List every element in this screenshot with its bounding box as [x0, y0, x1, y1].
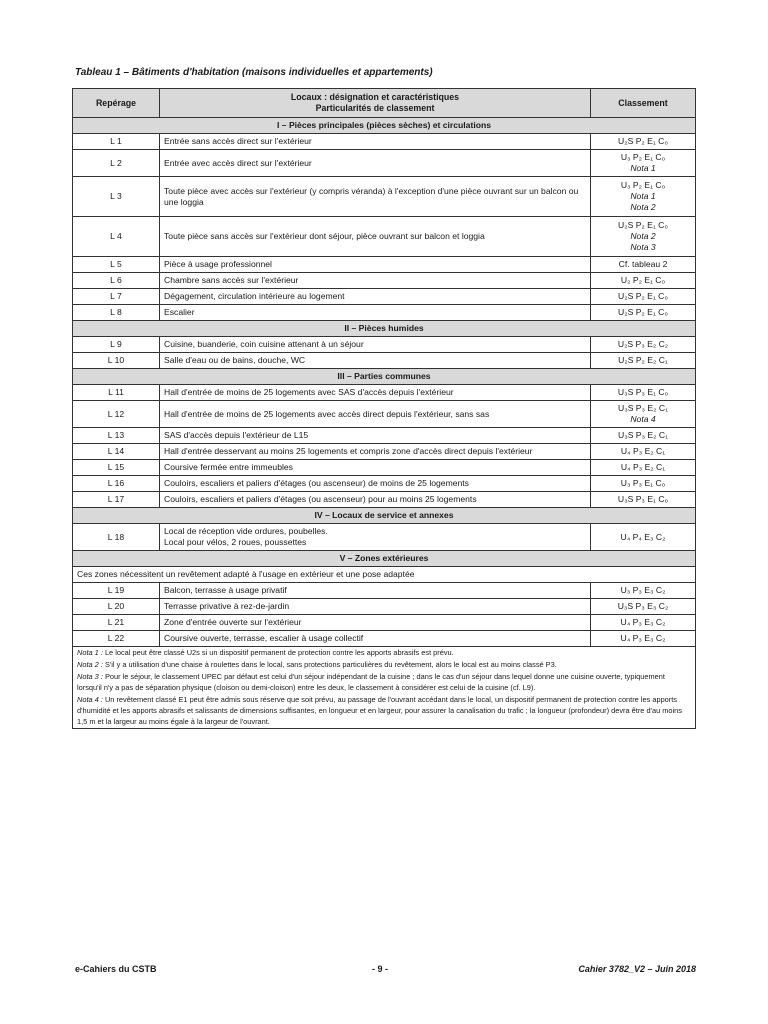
header-repérage: Repérage	[73, 89, 160, 118]
section-title: III – Parties communes	[73, 369, 696, 385]
row-upec-class: U₄ P₃ E₂ C₁	[620, 446, 666, 456]
row-classement	[591, 134, 696, 150]
table-row	[73, 599, 696, 615]
nota-label: Nota 3 :	[77, 672, 103, 681]
row-description	[160, 257, 591, 273]
row-ref: L 18	[73, 524, 160, 551]
row-classement	[591, 476, 696, 492]
section-title: II – Pièces humides	[73, 321, 696, 337]
row-nota-ref: Nota 4	[630, 414, 656, 424]
row-ref: L 5	[73, 257, 160, 273]
header-locaux	[160, 89, 591, 118]
nota-text: Un revêtement classé E1 peut être admis sous réserve que soit prévu, au passage de l'ouvrant accédant dans le local, un dispositif permanent de protection contre les apports d'humidité et les apports abrasifs et salissants de dimensions suffisantes, en longueur et en largeur, pour assurer la canalisation du trafic ; la longueur (profondeur) devra être d'au moins 1,5 m et la largeur au moins égale à la largeur de l'ouvrant.	[77, 695, 682, 726]
row-upec-class: U₂S P₂ E₁ C₀	[618, 220, 668, 230]
row-ref: L 7	[73, 289, 160, 305]
section-header-row	[73, 321, 696, 337]
section-title: I – Pièces principales (pièces sèches) et circulations	[73, 118, 696, 134]
row-description-line: Hall d'entrée de moins de 25 logements avec accès direct depuis l'extérieur, sans sas	[164, 408, 490, 419]
table-row	[73, 583, 696, 599]
row-upec-class: U₂ P₂ E₁ C₀	[620, 275, 666, 285]
row-ref: L 20	[73, 599, 160, 615]
row-classement	[591, 337, 696, 353]
row-classement	[591, 385, 696, 401]
row-description	[160, 492, 591, 508]
row-description	[160, 289, 591, 305]
table-row	[73, 444, 696, 460]
row-upec-class: U₂S P₂ E₁ C₀	[618, 291, 668, 301]
row-upec-class: U₄ P₃ E₃ C₂	[620, 633, 666, 643]
row-nota-ref: Nota 3	[630, 242, 656, 252]
nota-text: S'il y a utilisation d'une chaise à roulettes dans le local, sans protections particulières du revêtement, alors le local est au moins classé P3.	[102, 660, 557, 669]
row-ref: L 22	[73, 631, 160, 647]
table-row	[73, 428, 696, 444]
row-description-line: Coursive ouverte, terrasse, escalier à usage collectif	[164, 633, 364, 643]
row-description-line: Couloirs, escaliers et paliers d'étages (ou ascenseur) pour au moins 25 logements	[164, 494, 477, 504]
row-ref: L 1	[73, 134, 160, 150]
table-row	[73, 289, 696, 305]
row-upec-class: U₃ P₂ E₁ C₀	[620, 180, 666, 190]
row-description	[160, 177, 591, 217]
row-upec-class: Cf. tableau 2	[618, 259, 668, 269]
row-description-line: SAS d'accès depuis l'extérieur de L15	[164, 430, 309, 440]
row-upec-class: U₃S P₃ E₂ C₁	[617, 403, 668, 413]
row-description-line: Toute pièce sans accès sur l'extérieur dont séjour, pièce ouvrant sur balcon et loggia	[164, 231, 485, 241]
row-description	[160, 524, 591, 551]
row-description	[160, 599, 591, 615]
table-row	[73, 476, 696, 492]
table-row	[73, 492, 696, 508]
row-classement	[591, 150, 696, 177]
row-description-line: Couloirs, escaliers et paliers d'étages (ou ascenseur) de moins de 25 logements	[164, 478, 469, 488]
row-description	[160, 337, 591, 353]
header-locaux-line1: Locaux : désignation et caractéristiques	[290, 92, 460, 102]
row-ref: L 8	[73, 305, 160, 321]
row-description-line: Balcon, terrasse à usage privatif	[164, 585, 287, 595]
row-description-line: Local pour vélos, 2 roues, poussettes	[164, 537, 307, 547]
table-header-row	[73, 89, 696, 118]
section-header-row	[73, 508, 696, 524]
row-description-line: Entrée avec accès direct sur l'extérieur	[164, 157, 312, 168]
row-description-line: Escalier	[164, 307, 195, 317]
table-row	[73, 177, 696, 217]
row-classement	[591, 217, 696, 257]
row-nota-ref: Nota 2	[630, 202, 656, 212]
row-description	[160, 273, 591, 289]
row-upec-class: U₂S P₂ E₁ C₀	[618, 307, 668, 317]
section-intro: Ces zones nécessitent un revêtement adapté à l'usage en extérieur et une pose adaptée	[73, 567, 696, 583]
table-row	[73, 615, 696, 631]
row-description-line: Hall d'entrée desservant au moins 25 logements et compris zone d'accès direct depuis l'extérieur	[164, 446, 533, 456]
row-description	[160, 428, 591, 444]
nota-text: Pour le séjour, le classement UPEC par défaut est celui d'un séjour indépendant de la cuisine ; dans le cas d'un séjour dans lequel donne une cuisine ouverte, typiquement lorsqu'il n'y a pas de séparation physique (cloison ou demi-cloison) entre les deux, le classement à considérer est celui de la cuisine (cf. L9).	[77, 672, 665, 692]
row-description-line: Toute pièce avec accès sur l'extérieur (y compris véranda) à l'exception d'une pièce ouvrant sur un balcon ou une loggia	[164, 185, 579, 207]
row-classement	[591, 444, 696, 460]
row-ref: L 21	[73, 615, 160, 631]
row-description	[160, 583, 591, 599]
row-description	[160, 615, 591, 631]
row-ref: L 16	[73, 476, 160, 492]
row-classement	[591, 289, 696, 305]
row-ref: L 11	[73, 385, 160, 401]
table-row	[73, 460, 696, 476]
row-classement	[591, 492, 696, 508]
row-classement	[591, 305, 696, 321]
table-row	[73, 524, 696, 551]
row-description	[160, 150, 591, 177]
row-upec-class: U₃S P₃ E₃ C₂	[617, 601, 669, 611]
section-title: IV – Locaux de service et annexes	[73, 508, 696, 524]
row-description-line: Local de réception vide ordures, poubelles.	[164, 526, 328, 536]
row-upec-class: U₂S P₃ E₂ C₂	[617, 339, 669, 349]
row-ref: L 17	[73, 492, 160, 508]
row-description-line: Dégagement, circulation intérieure au logement	[164, 291, 345, 301]
notes-row	[73, 647, 696, 729]
row-ref: L 6	[73, 273, 160, 289]
row-description	[160, 134, 591, 150]
section-title: V – Zones extérieures	[73, 551, 696, 567]
table-row	[73, 257, 696, 273]
row-description	[160, 401, 591, 428]
row-classement	[591, 524, 696, 551]
row-description	[160, 460, 591, 476]
row-classement	[591, 615, 696, 631]
section-header-row	[73, 369, 696, 385]
row-description-line: Chambre sans accès sur l'extérieur	[164, 275, 299, 285]
row-description	[160, 353, 591, 369]
row-ref: L 19	[73, 583, 160, 599]
row-description	[160, 305, 591, 321]
header-locaux-line2: Particularités de classement	[315, 103, 435, 113]
row-nota-ref: Nota 2	[630, 231, 656, 241]
table-row	[73, 217, 696, 257]
row-upec-class: U₃S P₃ E₁ C₀	[617, 494, 669, 504]
row-description-line: Hall d'entrée de moins de 25 logements avec SAS d'accès depuis l'extérieur	[164, 387, 454, 397]
row-classement	[591, 599, 696, 615]
row-ref: L 15	[73, 460, 160, 476]
row-ref: L 12	[73, 401, 160, 428]
section-header-row	[73, 118, 696, 134]
row-description	[160, 444, 591, 460]
row-description-line: Terrasse privative à rez-de-jardin	[164, 601, 290, 611]
footer-cahier: Cahier 3782_V2 – Juin 2018	[578, 964, 696, 974]
row-upec-class: U₄ P₃ E₂ C₁	[620, 462, 666, 472]
table-row	[73, 631, 696, 647]
table-row	[73, 150, 696, 177]
row-ref: L 10	[73, 353, 160, 369]
row-classement	[591, 631, 696, 647]
nota-label: Nota 1 :	[77, 648, 103, 657]
notes-cell	[73, 647, 696, 729]
section-intro-row	[73, 567, 696, 583]
nota-paragraph	[77, 659, 691, 670]
row-description-line: Entrée sans accès direct sur l'extérieur	[164, 136, 312, 146]
row-upec-class: U₃ P₃ E₁ C₀	[620, 478, 666, 488]
table-body	[73, 118, 696, 729]
table-row	[73, 353, 696, 369]
row-description-line: Pièce à usage professionnel	[164, 259, 272, 269]
row-upec-class: U₄ P₃ E₃ C₂	[620, 617, 666, 627]
row-description	[160, 385, 591, 401]
nota-paragraph	[77, 671, 691, 693]
row-nota-ref: Nota 1	[630, 163, 656, 173]
row-classement	[591, 177, 696, 217]
row-upec-class: U₂S P₂ E₂ C₁	[618, 355, 668, 365]
nota-paragraph	[77, 647, 691, 658]
classification-table	[72, 88, 696, 729]
row-description-line: Cuisine, buanderie, coin cuisine attenant à un séjour	[164, 339, 364, 349]
row-description-line: Salle d'eau ou de bains, douche, WC	[164, 355, 306, 365]
row-classement	[591, 273, 696, 289]
row-ref: L 13	[73, 428, 160, 444]
row-upec-class: U₃S P₃ E₁ C₀	[617, 387, 669, 397]
row-upec-class: U₃ P₃ E₃ C₂	[620, 585, 666, 595]
table-row	[73, 401, 696, 428]
header-classement: Classement	[591, 89, 696, 118]
row-description	[160, 631, 591, 647]
row-classement	[591, 583, 696, 599]
row-classement	[591, 257, 696, 273]
row-description-line: Coursive fermée entre immeubles	[164, 462, 293, 472]
row-classement	[591, 353, 696, 369]
table-caption: Tableau 1 – Bâtiments d'habitation (maisons individuelles et appartements)	[75, 67, 433, 78]
row-description-line: Zone d'entrée ouverte sur l'extérieur	[164, 617, 302, 627]
row-ref: L 4	[73, 217, 160, 257]
row-ref: L 2	[73, 150, 160, 177]
row-upec-class: U₃S P₃ E₂ C₁	[617, 430, 668, 440]
row-upec-class: U₂S P₂ E₁ C₀	[618, 136, 668, 146]
table-row	[73, 385, 696, 401]
nota-paragraph	[77, 694, 691, 727]
footer-page-number: - 9 -	[372, 964, 389, 974]
row-upec-class: U₄ P₄ E₃ C₂	[620, 531, 666, 542]
row-upec-class: U₃ P₂ E₁ C₀	[620, 152, 666, 162]
row-classement	[591, 401, 696, 428]
table-row	[73, 337, 696, 353]
row-ref: L 3	[73, 177, 160, 217]
footer-publication: e-Cahiers du CSTB	[75, 964, 157, 974]
row-ref: L 9	[73, 337, 160, 353]
row-ref: L 14	[73, 444, 160, 460]
row-nota-ref: Nota 1	[630, 191, 656, 201]
nota-text: Le local peut être classé U2s si un dispositif permanent de protection contre les apports abrasifs est prévu.	[102, 648, 454, 657]
table-row	[73, 273, 696, 289]
nota-label: Nota 4 :	[77, 695, 103, 704]
row-classement	[591, 460, 696, 476]
table-row	[73, 134, 696, 150]
nota-label: Nota 2 :	[77, 660, 103, 669]
table-row	[73, 305, 696, 321]
section-header-row	[73, 551, 696, 567]
row-description	[160, 217, 591, 257]
row-description	[160, 476, 591, 492]
row-classement	[591, 428, 696, 444]
